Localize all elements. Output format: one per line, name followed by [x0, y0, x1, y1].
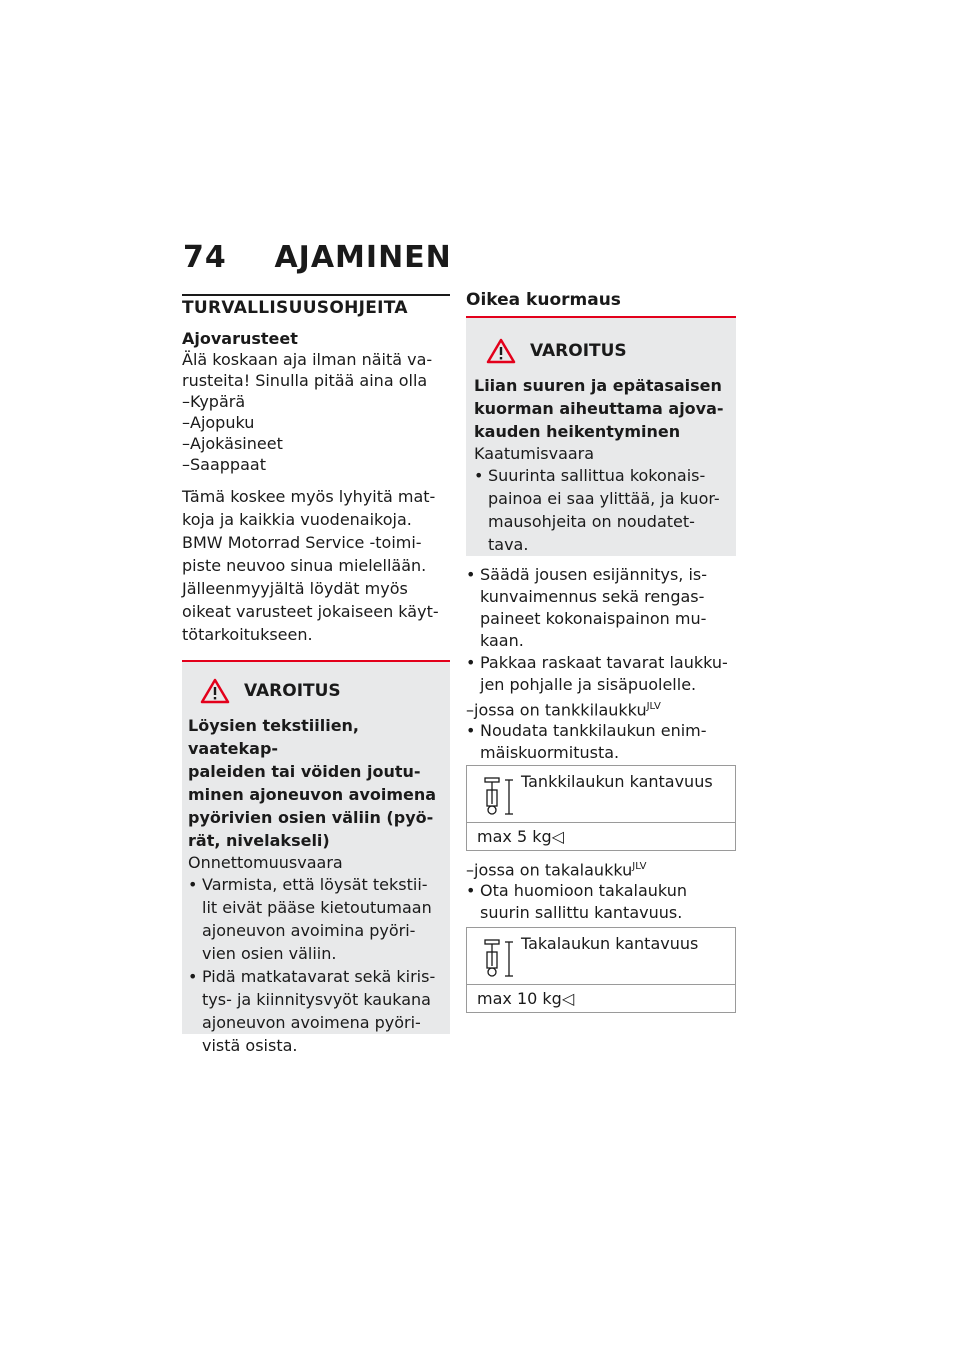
warning-header [188, 678, 442, 704]
text-line: ajoneuvon avoimina pyöri- [202, 921, 416, 940]
warning-box [182, 660, 450, 1055]
text-line: pyörivien osien väliin (pyö- [188, 808, 434, 827]
text-line: Tämä koskee myös lyhyitä mat- [182, 487, 436, 506]
condition-line [466, 696, 736, 720]
condition-text: –jossa on tankkilaukku [466, 700, 647, 720]
warning-box [466, 316, 736, 556]
text-line: Noudata tankkilaukun enim- [480, 721, 707, 741]
text-line: kauden heikentyminen [474, 422, 681, 441]
loading-heading: Oikea kuormaus [466, 290, 621, 310]
text-line: Säädä jousen esijännitys, is- [480, 565, 707, 584]
text-line: Pakkaa raskaat tavarat laukku- [480, 653, 728, 672]
text-line: tava. [488, 535, 529, 554]
condition-text: –jossa on takalaukku [466, 860, 633, 880]
rear-bag-section [466, 856, 736, 924]
text-line: ajoneuvon avoimena pyöri- [202, 1013, 421, 1032]
page-number: 74 [183, 240, 227, 275]
text-line: paineet kokonaispainon mu- [480, 609, 707, 628]
step-item: • Pakkaa raskaat tavarat laukku- jen pohjalle ja sisäpuolelle. [466, 653, 728, 694]
option-marker: JLV [646, 701, 661, 712]
text-line: kuorman aiheuttama ajova- [474, 399, 724, 418]
spec-table-header [467, 928, 735, 985]
warning-title [474, 374, 728, 443]
text-line: Jälleenmyyjältä löydät myös [182, 579, 408, 598]
step-item: • Ota huomioon takalaukun suurin sallittu kantavuus. [466, 881, 687, 923]
loading-steps [466, 564, 736, 764]
list-item: –Kypärä [182, 392, 246, 411]
section-rule [182, 294, 450, 296]
section-title: TURVALLISUUSOHJEITA [182, 298, 408, 318]
text-line: kaan. [480, 631, 524, 650]
subheading: Ajovarusteet [182, 329, 298, 348]
bullet-item: • Pidä matkatavarat sekä kiris- tys- ja kiinnitysvyöt kaukana ajoneuvon avoimena pyöri- vistä osista. [188, 967, 436, 1055]
bullet-item: • Varmista, että löysät tekstii- lit eivät pääse kietoutumaan ajoneuvon avoimina pyöri- vien osien väliin. [188, 875, 432, 963]
info-paragraph [182, 485, 450, 646]
load-weight-icon [481, 776, 517, 818]
text-line: Suurinta sallittua kokonais- [488, 466, 706, 485]
warning-triangle-icon [486, 338, 516, 364]
text-line: Pidä matkatavarat sekä kiris- [202, 967, 436, 986]
step-item: • Säädä jousen esijännitys, is- kunvaimennus sekä rengas- paineet kokonaispainon mu- kaan. [466, 565, 707, 650]
page-header [183, 240, 452, 275]
text-line: Löysien tekstiilien, vaatekap- [188, 716, 360, 758]
text-line: painoa ei saa ylittää, ja kuor- [488, 489, 720, 508]
bullet-item: • Suurinta sallittua kokonais- painoa ei saa ylittää, ja kuor- mausohjeita on noudatet- tava. [474, 466, 720, 554]
text-line: jen pohjalle ja sisäpuolelle. [480, 675, 697, 694]
warning-label: VAROITUS [244, 681, 341, 701]
warning-label: VAROITUS [530, 341, 627, 361]
warning-triangle-icon [200, 678, 230, 704]
text-line: oikeat varusteet jokaiseen käyt- [182, 602, 439, 621]
text-line: koja ja kaikkia vuodenaikoja. [182, 510, 412, 529]
text-line: kunvaimennus sekä rengas- [480, 587, 705, 606]
text-line: vistä osista. [202, 1036, 298, 1055]
text-line: tötarkoitukseen. [182, 625, 313, 644]
spec-table-tank [466, 765, 736, 851]
text-line: BMW Motorrad Service -toimi- [182, 533, 422, 552]
list-item: –Saappaat [182, 455, 266, 474]
text-line: Varmista, että löysät tekstii- [202, 875, 428, 894]
gear-list [182, 391, 450, 475]
list-item: –Ajokäsineet [182, 434, 283, 453]
step-item: • Noudata tankkilaukun enim- mäiskuormitusta. [466, 721, 707, 763]
spec-title: Takalaukun kantavuus [521, 934, 699, 953]
text-line: Liian suuren ja epätasaisen [474, 376, 722, 395]
hazard-text: Onnettomuusvaara [188, 853, 343, 872]
warning-header [474, 338, 728, 364]
text-line: rät, nivelakseli) [188, 831, 330, 850]
text-line: paleiden tai vöiden joutu- [188, 762, 421, 781]
spec-table-header [467, 766, 735, 823]
text-line: lit eivät pääse kietoutumaan [202, 898, 432, 917]
gear-section [182, 328, 450, 646]
intro-line: Älä koskaan aja ilman näitä va- [182, 350, 433, 369]
text-line: piste neuvoo sinua mielellään. [182, 556, 427, 575]
text-line: minen ajoneuvon avoimena [188, 785, 437, 804]
text-line: tys- ja kiinnitysvyöt kaukana [202, 990, 431, 1009]
text-line: suurin sallittu kantavuus. [480, 903, 683, 923]
option-marker: JLV [632, 861, 647, 872]
spec-value: max 10 kg◁ [477, 989, 575, 1008]
text-line: mausohjeita on noudatet- [488, 512, 695, 531]
text-line: Ota huomioon takalaukun [480, 881, 687, 901]
hazard-text: Kaatumisvaara [474, 444, 595, 463]
text-line: mäiskuormitusta. [480, 743, 620, 763]
intro-line: rusteita! Sinulla pitää aina olla [182, 371, 428, 390]
list-item: –Ajopuku [182, 413, 255, 432]
spec-value: max 5 kg◁ [477, 827, 564, 846]
chapter-title: AJAMINEN [274, 240, 452, 275]
load-weight-icon [481, 938, 517, 980]
condition-line [466, 856, 736, 880]
text-line: vien osien väliin. [202, 944, 337, 963]
warning-title [188, 714, 442, 852]
spec-table-rear [466, 927, 736, 1013]
spec-title: Tankkilaukun kantavuus [521, 772, 713, 791]
